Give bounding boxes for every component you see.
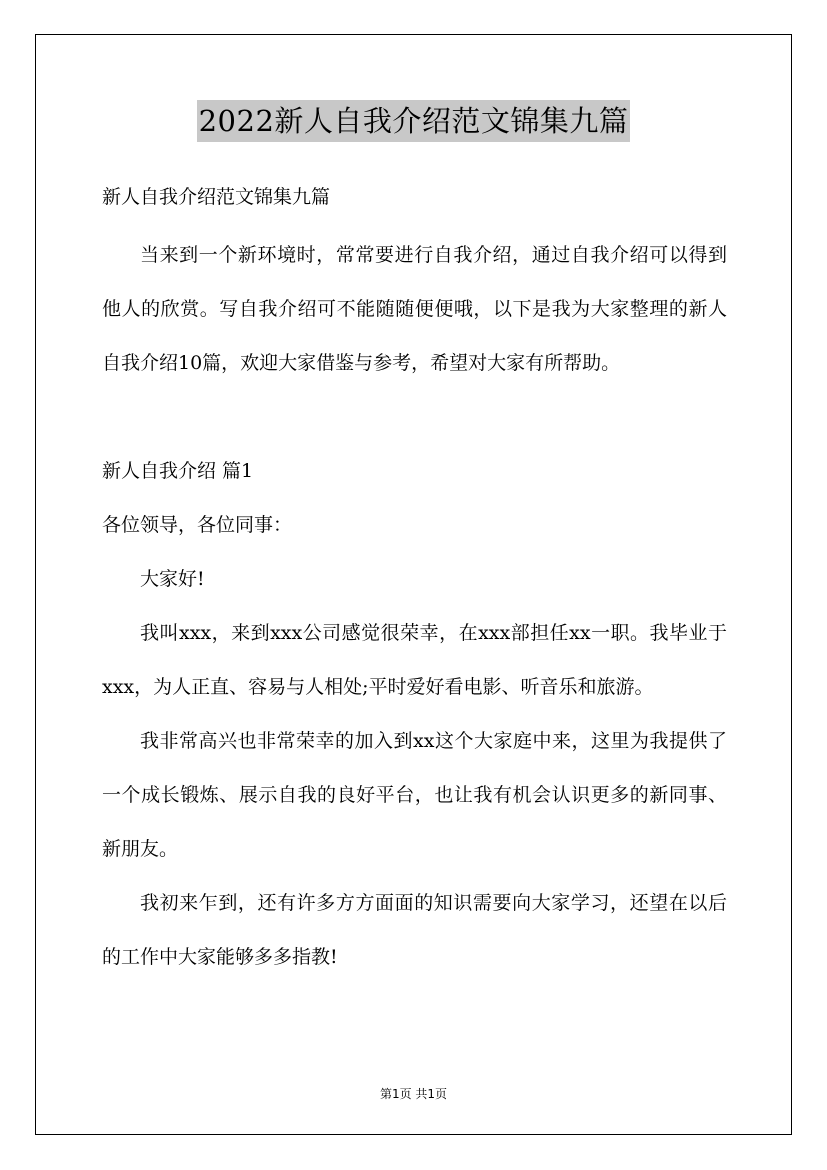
section-heading: 新人自我介绍 篇1 xyxy=(102,460,254,482)
body-paragraph: 我初来乍到，还有许多方方面面的知识需要向大家学习，还望在以后的工作中大家能够多多指教! xyxy=(102,892,727,968)
salutation: 各位领导，各位同事： xyxy=(102,514,293,536)
greeting: 大家好! xyxy=(140,568,205,590)
body-paragraph: 我非常高兴也非常荣幸的加入到xx这个大家庭中来，这里为我提供了一个成长锻炼、展示自我的良好平台，也让我有机会认识更多的新同事、新朋友。 xyxy=(102,730,727,860)
document-subtitle: 新人自我介绍范文锦集九篇 xyxy=(102,186,331,208)
intro-paragraph: 当来到一个新环境时，常常要进行自我介绍，通过自我介绍可以得到他人的欣赏。写自我介绍可不能随随便便哦，以下是我为大家整理的新人自我介绍10篇，欢迎大家借鉴与参考，希望对大家有所帮助。 xyxy=(102,244,727,374)
document-body xyxy=(102,170,727,984)
blank-line xyxy=(102,390,727,444)
body-paragraph: 我叫xxx，来到xxx公司感觉很荣幸，在xxx部担任xx一职。我毕业于xxx，为人正直、容易与人相处;平时爱好看电影、听音乐和旅游。 xyxy=(102,622,727,698)
page-number-footer: 第1页 共1页 xyxy=(379,1087,448,1101)
document-title: 2022新人自我介绍范文锦集九篇 xyxy=(197,100,631,142)
title-container xyxy=(0,100,827,142)
